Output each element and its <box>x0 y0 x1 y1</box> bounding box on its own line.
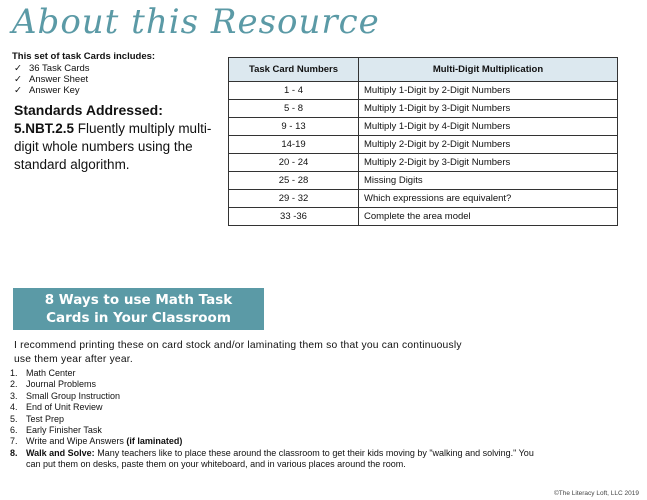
column-header-skill: Multi-Digit Multiplication <box>359 58 618 82</box>
copyright-notice: ©The Literacy Loft, LLC 2019 <box>553 490 639 497</box>
page-title: About this Resource <box>12 2 380 42</box>
item-note: (if laminated) <box>126 436 183 447</box>
item-text: Write and Wipe Answers <box>26 436 127 447</box>
standards-heading: Standards Addressed: <box>14 102 163 118</box>
item-text: End of Unit Review <box>26 402 103 413</box>
includes-heading: This set of task Cards includes: <box>12 51 156 62</box>
skill-cell: Multiply 2-Digit by 2-Digit Numbers <box>359 136 618 154</box>
item-number: 4. <box>10 402 18 413</box>
include-item-label: Answer Sheet <box>29 74 89 85</box>
skill-cell: Missing Digits <box>359 172 618 190</box>
checkmark-icon: ✓ <box>14 85 22 96</box>
card-range-cell: 29 - 32 <box>229 190 359 208</box>
card-range-cell: 5 - 8 <box>229 100 359 118</box>
banner-line-1: 8 Ways to use Math Task <box>44 292 233 308</box>
skill-cell: Multiply 1-Digit by 2-Digit Numbers <box>359 82 618 100</box>
list-item <box>12 74 155 85</box>
table-row <box>229 82 618 100</box>
item-number: 5. <box>10 413 18 424</box>
item-body <box>26 448 550 471</box>
skill-cell: Complete the area model <box>359 208 618 226</box>
item-lead: Walk and Solve: <box>26 447 95 458</box>
item-body <box>26 436 182 447</box>
item-text: Test Prep <box>26 413 65 424</box>
item-number: 8. <box>10 447 18 458</box>
item-text: Early Finisher Task <box>26 425 102 436</box>
checkmark-icon: ✓ <box>14 74 22 85</box>
item-number: 6. <box>10 425 18 436</box>
standards-description <box>14 120 219 174</box>
item-number: 1. <box>10 368 18 378</box>
list-item <box>10 448 550 471</box>
skill-cell: Multiply 1-Digit by 3-Digit Numbers <box>359 100 618 118</box>
table-row <box>229 190 618 208</box>
skill-cell: Which expressions are equivalent? <box>359 190 618 208</box>
list-item <box>10 391 550 402</box>
banner-line-2: Cards in Your Classroom <box>46 310 231 326</box>
table-row <box>229 154 618 172</box>
list-item <box>10 436 550 447</box>
list-item <box>10 425 550 436</box>
item-number: 2. <box>10 379 18 390</box>
table-header-row <box>229 58 618 82</box>
card-range-cell: 14-19 <box>229 136 359 154</box>
include-item-label: 36 Task Cards <box>29 63 90 74</box>
table-row <box>229 208 618 226</box>
standard-code: 5.NBT.2.5 <box>14 121 75 136</box>
card-range-cell: 33 -36 <box>229 208 359 226</box>
task-card-table <box>228 57 618 226</box>
list-item <box>10 368 550 379</box>
item-text: Small Group Instruction <box>26 390 121 401</box>
column-header-task-card-numbers: Task Card Numbers <box>229 58 359 82</box>
card-range-cell: 20 - 24 <box>229 154 359 172</box>
list-item <box>10 402 550 413</box>
skill-cell: Multiply 1-Digit by 4-Digit Numbers <box>359 118 618 136</box>
item-text: Math Center <box>26 368 76 378</box>
includes-list <box>12 63 155 96</box>
intro-paragraph: I recommend printing these on card stock and/or laminating them so that you can continuously use them year after year. <box>14 340 462 365</box>
checkmark-icon: ✓ <box>14 63 22 74</box>
standard-text: Fluently multiply multi-digit whole numbers using the standard algorithm. <box>14 121 212 172</box>
item-number: 7. <box>10 436 18 447</box>
item-text: Many teachers like to place these around the classroom to get their kids moving by "walking and solving." You can put them on desks, paste them on your whiteboard, and in various places around the room. <box>26 447 534 470</box>
include-item-label: Answer Key <box>29 85 80 96</box>
card-range-cell: 1 - 4 <box>229 82 359 100</box>
table-row <box>229 100 618 118</box>
list-item <box>10 379 550 390</box>
list-item <box>12 85 155 96</box>
list-item <box>10 414 550 425</box>
ways-banner <box>13 288 264 330</box>
standards-section <box>14 102 219 174</box>
table-row <box>229 118 618 136</box>
table-row <box>229 136 618 154</box>
card-range-cell: 9 - 13 <box>229 118 359 136</box>
table-row <box>229 172 618 190</box>
item-number: 3. <box>10 390 18 401</box>
item-text: Journal Problems <box>26 379 97 390</box>
includes-section <box>12 51 155 96</box>
skill-cell: Multiply 2-Digit by 3-Digit Numbers <box>359 154 618 172</box>
ways-list <box>10 368 550 471</box>
card-range-cell: 25 - 28 <box>229 172 359 190</box>
list-item <box>12 63 155 74</box>
